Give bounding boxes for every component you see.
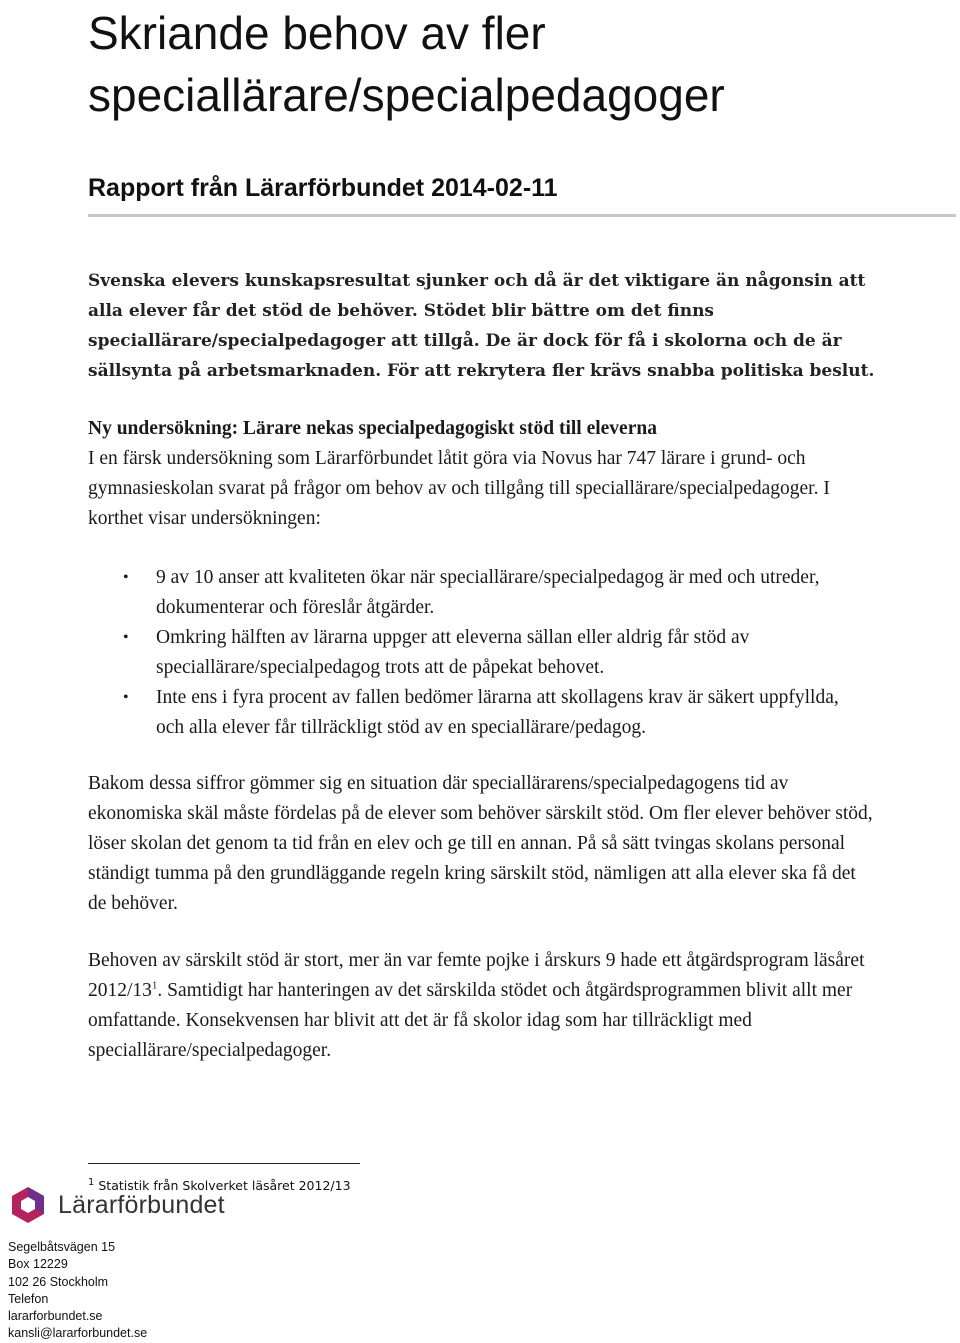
list-item-text: Inte ens i fyra procent av fallen bedömer lärarna att skollagens krav är säkert uppfyllda, och alla elever får tillräckligt stöd av en speciallärare/pedagog.: [156, 687, 839, 738]
list-item: [88, 563, 868, 623]
list-item-text: 9 av 10 anser att kvaliteten ökar när speciallärare/specialpedagog är med och utreder, dokumenterar och föreslår åtgärder.: [156, 567, 820, 618]
footnote-reference: 1: [151, 979, 158, 992]
address-box: Box 12229: [8, 1257, 68, 1272]
paragraph-2-text-end: . Samtidigt har hanteringen av det särskilda stödet och åtgärdsprogrammen blivit allt mer omfattande. Konsekvensen har blivit att det är få skolor idag som har tillräckligt med speciallärare/specialpedagoger.: [88, 980, 853, 1061]
address-website: lararforbundet.se: [8, 1309, 103, 1324]
hexagon-logo-icon: [8, 1185, 48, 1225]
title-divider: [88, 214, 956, 217]
footnote-divider: [88, 1163, 360, 1164]
list-item: [88, 623, 868, 683]
bullet-icon: •: [123, 569, 129, 586]
logo-wordmark: Lärarförbundet: [58, 1190, 225, 1219]
bullet-icon: •: [123, 629, 129, 646]
address-street: Segelbåtsvägen 15: [8, 1240, 116, 1254]
report-subtitle: Rapport från Lärarförbundet 2014-02-11: [88, 174, 558, 202]
address-phone-label: Telefon: [8, 1291, 49, 1306]
address-email: kansli@lararforbundet.se: [8, 1326, 148, 1341]
list-item-text: Omkring hälften av lärarna uppger att eleverna sällan eller aldrig får stöd av speciallärare/specialpedagog trots att de påpekat behovet.: [156, 627, 750, 678]
section-heading: Ny undersökning: Lärare nekas specialpedagogiskt stöd till eleverna: [88, 418, 657, 439]
footnote-text: Statistik från Skolverket läsåret 2012/13: [98, 1178, 351, 1194]
footnote-number: 1: [88, 1177, 95, 1188]
address-city: 102 26 Stockholm: [8, 1274, 109, 1289]
section-body: I en färsk undersökning som Lärarförbundet låtit göra via Novus har 747 lärare i grund- och gymnasieskolan svarat på frågor om behov av och tillgång till speciallärare/specialpedagoger. I korthet visar undersökningen:: [88, 448, 830, 529]
list-item: [88, 683, 868, 743]
paragraph-2: [88, 946, 878, 1066]
paragraph-1: Bakom dessa siffror gömmer sig en situation där speciallärarens/specialpedagogens tid av ekonomiska skäl måste fördelas på de elever som behöver särskilt stöd. Om fler elever behöver stöd, löser skolan det genom ta tid från en elev och ge till en annan. På så sätt tvingas skolans personal ständigt tumma på den grundläggande regeln kring särskilt stöd, nämligen att alla elever ska få det de behöver.: [88, 773, 873, 914]
contact-address: [8, 1239, 147, 1343]
organization-logo: [8, 1184, 225, 1226]
survey-section: [88, 414, 878, 534]
intro-paragraph: Svenska elevers kunskapsresultat sjunker och då är det viktigare än någonsin att alla elever får det stöd de behöver. Stödet blir bättre om det finns speciallärare/specialpedagoger att tillgå. De är dock för få i skolorna och de är sällsynta på arbetsmarknaden. För att rekrytera fler krävs snabba politiska beslut.: [88, 271, 875, 381]
bullet-icon: •: [123, 689, 129, 706]
findings-list: [88, 563, 868, 743]
document-title: Skriande behov av fler speciallärare/specialpedagoger: [88, 7, 725, 121]
paragraph-2-text-start: Behoven av särskilt stöd är stort, mer än var femte pojke i årskurs 9 hade ett åtgärdsprogram läsåret 2012/13: [88, 950, 865, 1001]
